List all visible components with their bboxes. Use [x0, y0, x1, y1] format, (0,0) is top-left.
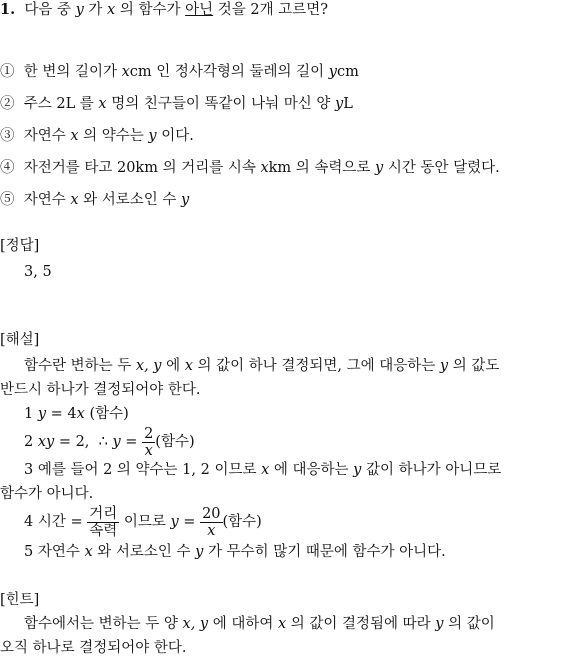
var-x: x: [121, 64, 130, 80]
var-y: y: [375, 160, 384, 176]
option-3: [0, 126, 194, 146]
var-x: x: [107, 2, 116, 18]
option-text: 한 변의 길이가: [23, 64, 117, 80]
option-marker: ④: [0, 160, 15, 176]
option-text: 주스 2L 를: [23, 96, 94, 112]
text: 가 무수히 많기 때문에 함수가 아니다.: [207, 544, 446, 560]
option-text: 자연수: [23, 192, 66, 208]
fraction: [200, 506, 222, 539]
text: 에: [166, 358, 181, 374]
option-marker: ③: [0, 128, 15, 144]
question-number: 1.: [0, 1, 16, 18]
explanation-intro-line2: 반드시 하나가 결정되어야 한다.: [0, 382, 201, 398]
option-marker: ⑤: [0, 192, 15, 208]
var-x: x: [261, 462, 270, 478]
var-y: y: [37, 406, 47, 422]
equals: =: [125, 434, 138, 450]
option-text: 와 서로소인 수: [83, 192, 177, 208]
option-text: cm 인 정사각형의 둘레의 길이: [129, 64, 325, 80]
therefore-symbol: ∴: [98, 434, 108, 450]
equation: = 2,: [58, 434, 90, 450]
var-y: y: [199, 616, 209, 632]
note: (함수): [89, 406, 129, 422]
stem-text: 다음 중: [24, 2, 71, 18]
explanation-item-4: [24, 504, 262, 540]
fraction: [87, 506, 119, 539]
text: 이므로: [123, 514, 166, 530]
explanation-item-2: [24, 424, 195, 460]
stem-text: 것을 2개 고르면?: [217, 2, 328, 18]
note: (함수): [155, 434, 195, 450]
hint-label: [힌트]: [0, 592, 40, 608]
var-y: y: [195, 544, 204, 560]
text: 함수에서는 변하는 두 양: [24, 616, 178, 632]
note: (함수): [222, 514, 262, 530]
var-y: y: [148, 128, 157, 144]
text: 함수란 변하는 두: [24, 358, 132, 374]
var-x: x: [70, 128, 79, 144]
explanation-item-3-line2: 함수가 아니다.: [0, 486, 94, 502]
item-number: 1: [24, 406, 34, 422]
var-xy: x, y: [135, 358, 162, 374]
explanation-item-5: [24, 542, 446, 562]
text: 의 값이 하나 결정되면, 그에 대응하는: [197, 358, 436, 374]
text: 5 자연수: [24, 544, 80, 560]
item-number: 2: [24, 434, 34, 450]
equals: =: [183, 514, 196, 530]
option-4: [0, 158, 500, 178]
text: 의 값도: [452, 358, 500, 374]
option-text: 명의 친구들이 똑같이 나눠 마신 양: [111, 96, 331, 112]
fraction: [142, 426, 155, 459]
var-y: y: [181, 192, 190, 208]
equation: = 4: [50, 406, 77, 422]
fraction-denominator: x: [207, 522, 216, 539]
option-text: 시간 동안 달렸다.: [387, 160, 500, 176]
text: 4 시간 =: [24, 514, 83, 530]
var-x: x: [76, 406, 85, 422]
answer-label: [정답]: [0, 238, 40, 254]
option-text: km 의 속력으로: [268, 160, 371, 176]
option-marker: ①: [0, 64, 15, 80]
hint-line2: 오직 하나로 결정되어야 한다.: [0, 640, 187, 656]
var-x: x: [84, 544, 93, 560]
explanation-label: [해설]: [0, 332, 40, 348]
text: 의 값이: [448, 616, 495, 632]
var-y: y: [170, 514, 179, 530]
option-2: [0, 94, 353, 114]
var-y: y: [112, 434, 121, 450]
option-text: 자전거를 타고 20km 의 거리를 시속: [23, 160, 256, 176]
text: 에 대하여: [212, 616, 274, 632]
text: 의 값이 결정됨에 따라: [290, 616, 431, 632]
var-x: x: [277, 616, 287, 632]
text: 값이 하나가 아니므로: [365, 462, 502, 478]
option-text: 의 약수는: [83, 128, 144, 144]
fraction-numerator: 20: [202, 505, 221, 522]
var-y: y: [334, 96, 344, 112]
explanation-intro: [24, 356, 499, 376]
explanation-item-1: [24, 404, 129, 424]
explanation-item-3: [24, 460, 501, 480]
var-y: y: [328, 64, 337, 80]
var-x: x: [260, 160, 269, 176]
answer-value: 3, 5: [24, 264, 52, 280]
stem-underlined: 아닌: [185, 2, 214, 18]
fraction-numerator: 2: [144, 425, 154, 442]
var-xy: xy: [37, 434, 55, 450]
var-x: x,: [182, 616, 196, 632]
option-text: 이다.: [161, 128, 194, 144]
stem-text: 의 함수가: [119, 2, 181, 18]
fraction-denominator: 속력: [89, 522, 118, 539]
text: 와 서로소인 수: [97, 544, 191, 560]
var-x: x: [98, 96, 107, 112]
option-text: cm: [336, 64, 359, 80]
var-y: y: [435, 616, 444, 632]
var-y: y: [439, 358, 449, 374]
text: 3 예를 들어 2 의 약수는 1, 2 이므로: [24, 462, 257, 478]
fraction-numerator: 거리: [89, 505, 118, 522]
hint-text: [24, 614, 495, 634]
text: 에 대응하는: [273, 462, 349, 478]
option-1: [0, 62, 359, 82]
var-y: y: [353, 462, 362, 478]
var-x: x: [184, 358, 193, 374]
fraction-denominator: x: [144, 442, 153, 459]
option-5: [0, 190, 189, 210]
var-x: x: [70, 192, 79, 208]
option-text: 자연수: [23, 128, 66, 144]
var-y: y: [75, 2, 84, 18]
option-marker: ②: [0, 96, 15, 112]
question-stem: [0, 0, 328, 20]
stem-text: 가: [88, 2, 103, 18]
option-text: L: [343, 96, 353, 112]
